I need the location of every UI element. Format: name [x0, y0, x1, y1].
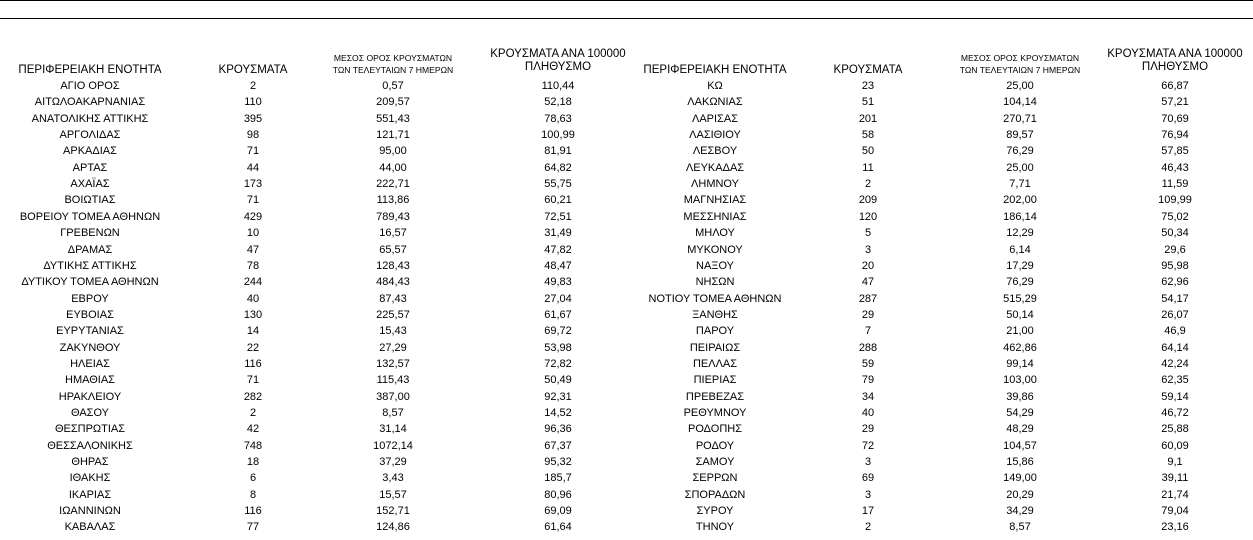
per100k-cell: 61,67: [544, 308, 572, 321]
per100k-cell: 48,47: [544, 259, 572, 272]
cases-cell: 3: [864, 488, 872, 501]
per100k-cell: 14,52: [544, 407, 572, 419]
right-table-row: [0, 111, 1253, 127]
right-table-row: [0, 192, 1253, 208]
cases-cell: 98: [246, 129, 260, 142]
per100k-cell: 50,49: [544, 374, 572, 387]
per100k-cell: 67,37: [544, 439, 572, 452]
avg7-cell: 34,29: [1006, 505, 1034, 518]
region-cell: ΛΑΡΙΣΑΣ: [691, 112, 738, 125]
avg7-cell: 17,29: [1006, 259, 1034, 272]
region-cell: ΘΕΣΣΑΛΟΝΙΚΗΣ: [47, 439, 133, 452]
region-cell: ΒΟΙΩΤΙΑΣ: [64, 194, 116, 207]
right-table-row: [0, 503, 1253, 519]
region-cell: ΠΕΙΡΑΙΩΣ: [689, 341, 741, 354]
per100k-cell: 21,74: [1161, 488, 1189, 501]
avg7-cell: 3,43: [382, 472, 404, 485]
avg7-cell: 202,00: [1003, 194, 1037, 207]
per100k-cell: 60,09: [1161, 439, 1189, 452]
avg7-cell: 152,71: [376, 505, 410, 518]
right-table-row: [0, 242, 1253, 258]
region-cell: ΠΑΡΟΥ: [695, 325, 735, 338]
cases-cell: 3: [864, 243, 872, 256]
per100k-cell: 96,36: [544, 423, 572, 436]
region-cell: ΛΑΚΩΝΙΑΣ: [687, 96, 743, 109]
per100k-cell: 29,6: [1164, 243, 1186, 256]
right-table-row: [0, 405, 1253, 421]
region-cell: ΣΕΡΡΩΝ: [692, 472, 738, 485]
per100k-cell: 64,82: [544, 161, 572, 174]
region-cell: ΑΡΚΑΔΙΑΣ: [63, 145, 117, 158]
right-table-row: [0, 372, 1253, 388]
cases-cell: 50: [861, 145, 875, 158]
region-cell: ΤΗΝΟΥ: [695, 521, 735, 534]
avg7-cell: 15,43: [379, 325, 407, 338]
per100k-cell: 66,87: [1161, 80, 1189, 92]
avg7-cell: 50,14: [1006, 308, 1034, 321]
region-cell: ΞΑΝΘΗΣ: [692, 308, 738, 321]
cases-cell: 429: [243, 210, 263, 223]
avg7-cell: 104,14: [1003, 96, 1037, 109]
per100k-cell: 59,14: [1161, 390, 1189, 403]
cases-cell: 120: [858, 210, 878, 223]
right-table-row: [0, 389, 1253, 405]
avg7-cell: 15,86: [1006, 456, 1034, 469]
region-cell: ΑΝΑΤΟΛΙΚΗΣ ΑΤΤΙΚΗΣ: [31, 112, 149, 125]
per100k-cell: 27,04: [544, 292, 572, 305]
region-cell: ΘΕΣΠΡΩΤΙΑΣ: [54, 423, 126, 436]
left-header-avg7: ΜΕΣΟΣ ΟΡΟΣ ΚΡΟΥΣΜΑΤΩΝ ΤΩΝ ΤΕΛΕΥΤΑΙΩΝ 7 ΗΜΕΡΩΝ: [332, 53, 454, 75]
region-cell: ΜΑΓΝΗΣΙΑΣ: [683, 194, 747, 207]
cases-cell: 130: [243, 308, 263, 321]
per100k-cell: 46,43: [1161, 161, 1189, 174]
cases-cell: 40: [246, 292, 260, 305]
per100k-cell: 25,88: [1161, 423, 1189, 436]
cases-cell: 59: [861, 357, 875, 370]
region-cell: ΜΥΚΟΝΟΥ: [687, 243, 743, 256]
cases-cell: 10: [246, 227, 260, 240]
per100k-cell: 61,64: [544, 521, 572, 534]
region-cell: ΑΡΤΑΣ: [72, 161, 108, 174]
right-header-avg7: ΜΕΣΟΣ ΟΡΟΣ ΚΡΟΥΣΜΑΤΩΝ ΤΩΝ ΤΕΛΕΥΤΑΙΩΝ 7 ΗΜΕΡΩΝ: [959, 53, 1081, 75]
cases-cell: 3: [864, 456, 872, 469]
region-cell: ΡΟΔΟΥ: [695, 439, 735, 452]
cases-cell: 116: [244, 505, 262, 518]
region-cell: ΓΡΕΒΕΝΩΝ: [60, 227, 120, 240]
region-cell: ΗΡΑΚΛΕΙΟΥ: [58, 390, 122, 403]
per100k-cell: 80,96: [544, 488, 572, 501]
avg7-cell: 462,86: [1003, 341, 1037, 354]
right-table-row: [0, 487, 1253, 503]
cases-cell: 2: [249, 407, 257, 419]
region-cell: ΛΗΜΝΟΥ: [691, 178, 739, 191]
right-header-per100k: ΚΡΟΥΣΜΑΤΑ ΑΝΑ 100000 ΠΛΗΘΥΣΜΟ: [1107, 48, 1243, 73]
right-table-row: [0, 454, 1253, 470]
cases-cell: 11: [862, 161, 874, 174]
cases-cell: 2: [249, 80, 257, 92]
right-table-row: [0, 340, 1253, 356]
cases-cell: 2: [864, 521, 872, 534]
avg7-cell: 128,43: [376, 259, 410, 272]
per100k-cell: 62,96: [1161, 276, 1189, 289]
region-cell: ΙΩΑΝΝΙΝΩΝ: [59, 505, 121, 518]
per100k-cell: 31,49: [544, 227, 572, 240]
per100k-cell: 57,85: [1161, 145, 1189, 158]
cases-cell: 29: [861, 308, 875, 321]
avg7-cell: 27,29: [379, 341, 407, 354]
per100k-cell: 39,11: [1161, 472, 1189, 485]
region-cell: ΔΥΤΙΚΟΥ ΤΟΜΕΑ ΑΘΗΝΩΝ: [21, 276, 159, 289]
region-cell: ΜΕΣΣΗΝΙΑΣ: [683, 210, 747, 223]
cases-cell: 244: [243, 276, 263, 289]
cases-cell: 2: [864, 178, 872, 191]
avg7-cell: 54,29: [1006, 407, 1034, 419]
cases-cell: 282: [243, 390, 263, 403]
avg7-cell: 12,29: [1006, 227, 1034, 240]
avg7-cell: 124,86: [376, 521, 410, 534]
cases-cell: 34: [861, 390, 875, 403]
per100k-cell: 110,44: [541, 80, 575, 92]
avg7-cell: 209,57: [376, 96, 410, 109]
header-separator-line: [0, 18, 1253, 19]
right-table-row: [0, 225, 1253, 241]
cases-cell: 71: [246, 194, 260, 207]
right-table-row: [0, 470, 1253, 486]
per100k-cell: 62,35: [1161, 374, 1189, 387]
region-cell: ΛΕΣΒΟΥ: [692, 145, 738, 158]
region-cell: ΙΘΑΚΗΣ: [69, 472, 111, 485]
per100k-cell: 55,75: [544, 178, 572, 191]
avg7-cell: 37,29: [379, 456, 407, 469]
avg7-cell: 387,00: [376, 390, 410, 403]
right-table-row: [0, 78, 1253, 94]
per100k-cell: 92,31: [544, 390, 572, 403]
avg7-cell: 89,57: [1006, 129, 1034, 142]
region-cell: ΘΑΣΟΥ: [70, 407, 110, 419]
cases-cell: 22: [246, 341, 260, 354]
avg7-cell: 8,57: [1009, 521, 1031, 534]
avg7-cell: 25,00: [1006, 80, 1034, 92]
cases-cell: 20: [861, 259, 875, 272]
avg7-cell: 48,29: [1006, 423, 1034, 436]
avg7-cell: 76,29: [1006, 145, 1034, 158]
top-border-line: [0, 0, 1253, 1]
region-cell: ΔΡΑΜΑΣ: [67, 243, 113, 256]
region-cell: ΑΧΑΪΑΣ: [70, 178, 110, 191]
cases-cell: 17: [861, 505, 875, 518]
per100k-cell: 95,32: [544, 456, 572, 469]
per100k-cell: 64,14: [1161, 341, 1189, 354]
avg7-cell: 44,00: [379, 161, 407, 174]
region-cell: ΑΡΓΟΛΙΔΑΣ: [59, 129, 121, 142]
cases-cell: 201: [858, 112, 878, 125]
avg7-cell: 515,29: [1003, 292, 1037, 305]
cases-cell: 23: [861, 80, 875, 92]
per100k-cell: 53,98: [544, 341, 572, 354]
avg7-cell: 225,57: [376, 308, 410, 321]
region-cell: ΚΩ: [707, 80, 723, 92]
avg7-cell: 115,43: [376, 374, 410, 387]
per100k-cell: 78,63: [544, 112, 572, 125]
right-table-row: [0, 519, 1253, 535]
cases-cell: 40: [861, 407, 875, 419]
per100k-cell: 69,72: [544, 325, 572, 338]
per100k-cell: 95,98: [1161, 259, 1189, 272]
region-cell: ΗΛΕΙΑΣ: [70, 357, 110, 370]
right-header-region: ΠΕΡΙΦΕΡΕΙΑΚΗ ΕΝΟΤΗΤΑ: [643, 64, 787, 76]
cases-cell: 78: [246, 259, 260, 272]
per100k-cell: 76,94: [1161, 129, 1189, 142]
avg7-cell: 15,57: [379, 488, 407, 501]
per100k-cell: 26,07: [1161, 308, 1189, 321]
avg7-cell: 1072,14: [373, 439, 413, 452]
avg7-cell: 484,43: [376, 276, 410, 289]
right-table-row: [0, 160, 1253, 176]
cases-cell: 47: [861, 276, 875, 289]
avg7-cell: 39,86: [1006, 390, 1034, 403]
avg7-cell: 65,57: [379, 243, 407, 256]
cases-cell: 8: [249, 488, 257, 501]
per100k-cell: 49,83: [544, 276, 572, 289]
avg7-cell: 132,57: [376, 357, 410, 370]
cases-cell: 79: [861, 374, 875, 387]
region-cell: ΠΙΕΡΙΑΣ: [693, 374, 737, 387]
region-cell: ΙΚΑΡΙΑΣ: [68, 488, 112, 501]
cases-cell: 209: [858, 194, 878, 207]
cases-cell: 395: [243, 112, 263, 125]
avg7-cell: 6,14: [1009, 243, 1031, 256]
cases-cell: 69: [861, 472, 875, 485]
per100k-cell: 81,91: [544, 145, 572, 158]
right-table-row: [0, 94, 1253, 110]
avg7-cell: 789,43: [376, 210, 410, 223]
cases-cell: 44: [246, 161, 260, 174]
per100k-cell: 109,99: [1158, 194, 1192, 207]
right-table-row: [0, 323, 1253, 339]
avg7-cell: 8,57: [382, 407, 404, 419]
right-table-row: [0, 438, 1253, 454]
per100k-cell: 72,51: [544, 210, 572, 223]
region-cell: ΖΑΚΥΝΘΟΥ: [59, 341, 121, 354]
avg7-cell: 76,29: [1006, 276, 1034, 289]
per100k-cell: 47,82: [544, 243, 572, 256]
avg7-cell: 87,43: [379, 292, 407, 305]
per100k-cell: 9,1: [1167, 456, 1183, 469]
left-header-region: ΠΕΡΙΦΕΡΕΙΑΚΗ ΕΝΟΤΗΤΑ: [18, 64, 162, 76]
per100k-cell: 72,82: [544, 357, 572, 370]
avg7-cell: 95,00: [379, 145, 407, 158]
avg7-cell: 20,29: [1006, 488, 1034, 501]
per100k-cell: 57,21: [1161, 96, 1189, 109]
region-cell: ΡΕΘΥΜΝΟΥ: [683, 407, 747, 419]
avg7-cell: 16,57: [379, 227, 407, 240]
right-table-row: [0, 143, 1253, 159]
avg7-cell: 7,71: [1009, 178, 1031, 191]
region-cell: ΣΑΜΟΥ: [695, 456, 735, 469]
region-cell: ΝΗΣΩΝ: [695, 276, 735, 289]
cases-cell: 18: [246, 456, 260, 469]
per100k-cell: 75,02: [1161, 210, 1189, 223]
per100k-cell: 50,34: [1161, 227, 1189, 240]
region-cell: ΘΗΡΑΣ: [71, 456, 109, 469]
region-cell: ΔΥΤΙΚΗΣ ΑΤΤΙΚΗΣ: [43, 259, 137, 272]
region-cell: ΝΑΞΟΥ: [696, 259, 734, 272]
cases-cell: 6: [249, 472, 257, 485]
region-cell: ΝΟΤΙΟΥ ΤΟΜΕΑ ΑΘΗΝΩΝ: [648, 292, 782, 305]
cases-cell: 173: [243, 178, 263, 191]
avg7-cell: 25,00: [1006, 161, 1034, 174]
per100k-cell: 100,99: [541, 129, 575, 142]
cases-cell: 71: [246, 374, 260, 387]
per100k-cell: 70,69: [1161, 112, 1189, 125]
cases-cell: 71: [246, 145, 260, 158]
per100k-cell: 46,72: [1161, 407, 1189, 419]
right-table-row: [0, 209, 1253, 225]
cases-cell: 748: [243, 439, 263, 452]
right-table-row: [0, 258, 1253, 274]
per100k-cell: 46,9: [1164, 325, 1186, 338]
avg7-cell: 0,57: [382, 80, 404, 92]
region-cell: ΠΕΛΛΑΣ: [692, 357, 738, 370]
region-cell: ΣΥΡΟΥ: [696, 505, 734, 518]
right-table-row: [0, 274, 1253, 290]
region-cell: ΛΕΥΚΑΔΑΣ: [685, 161, 745, 174]
avg7-cell: 270,71: [1003, 112, 1037, 125]
per100k-cell: 69,09: [544, 505, 572, 518]
region-cell: ΑΙΤΩΛΟΑΚΑΡΝΑΝΙΑΣ: [34, 96, 146, 109]
cases-cell: 116: [244, 357, 262, 370]
right-table-row: [0, 127, 1253, 143]
per100k-cell: 60,21: [544, 194, 572, 207]
per100k-cell: 185,7: [544, 472, 572, 485]
avg7-cell: 222,71: [376, 178, 410, 191]
avg7-cell: 31,14: [379, 423, 407, 436]
cases-cell: 51: [861, 96, 875, 109]
cases-cell: 58: [861, 129, 875, 142]
cases-cell: 29: [861, 423, 875, 436]
per100k-cell: 42,24: [1161, 357, 1189, 370]
cases-cell: 5: [864, 227, 872, 240]
avg7-cell: 121,71: [376, 129, 410, 142]
cases-cell: 77: [246, 521, 260, 534]
region-cell: ΠΡΕΒΕΖΑΣ: [685, 390, 745, 403]
region-cell: ΚΑΒΑΛΑΣ: [64, 521, 116, 534]
region-cell: ΜΗΛΟΥ: [695, 227, 735, 240]
cases-cell: 287: [858, 292, 878, 305]
avg7-cell: 149,00: [1003, 472, 1037, 485]
right-header-cases: ΚΡΟΥΣΜΑΤΑ: [833, 64, 903, 76]
avg7-cell: 551,43: [376, 112, 410, 125]
per100k-cell: 23,16: [1161, 521, 1189, 534]
avg7-cell: 113,86: [376, 194, 410, 207]
region-cell: ΕΥΡΥΤΑΝΙΑΣ: [56, 325, 124, 338]
cases-cell: 110: [244, 96, 262, 109]
avg7-cell: 186,14: [1003, 210, 1037, 223]
region-cell: ΗΜΑΘΙΑΣ: [65, 374, 115, 387]
cases-cell: 7: [864, 325, 872, 338]
right-table-row: [0, 307, 1253, 323]
per100k-cell: 54,17: [1161, 292, 1189, 305]
cases-cell: 42: [246, 423, 260, 436]
avg7-cell: 104,57: [1003, 439, 1037, 452]
region-cell: ΡΟΔΟΠΗΣ: [687, 423, 743, 436]
region-cell: ΛΑΣΙΘΙΟΥ: [689, 129, 741, 142]
per100k-cell: 52,18: [544, 96, 572, 109]
avg7-cell: 103,00: [1003, 374, 1037, 387]
per100k-cell: 79,04: [1161, 505, 1189, 518]
region-cell: ΕΥΒΟΙΑΣ: [66, 308, 114, 321]
left-header-cases: ΚΡΟΥΣΜΑΤΑ: [218, 64, 288, 76]
per100k-cell: 11,59: [1161, 178, 1189, 191]
right-table-row: [0, 291, 1253, 307]
cases-cell: 47: [246, 243, 260, 256]
region-cell: ΕΒΡΟΥ: [71, 292, 109, 305]
region-cell: ΒΟΡΕΙΟΥ ΤΟΜΕΑ ΑΘΗΝΩΝ: [19, 210, 161, 223]
cases-cell: 288: [858, 341, 878, 354]
cases-cell: 72: [861, 439, 875, 452]
right-table-row: [0, 356, 1253, 372]
region-cell: ΑΓΙΟ ΟΡΟΣ: [60, 80, 120, 92]
right-table-row: [0, 421, 1253, 437]
region-cell: ΣΠΟΡΑΔΩΝ: [684, 488, 746, 501]
cases-cell: 14: [246, 325, 260, 338]
left-header-per100k: ΚΡΟΥΣΜΑΤΑ ΑΝΑ 100000 ΠΛΗΘΥΣΜΟ: [490, 48, 626, 73]
right-table-row: [0, 176, 1253, 192]
avg7-cell: 21,00: [1006, 325, 1034, 338]
avg7-cell: 99,14: [1006, 357, 1034, 370]
